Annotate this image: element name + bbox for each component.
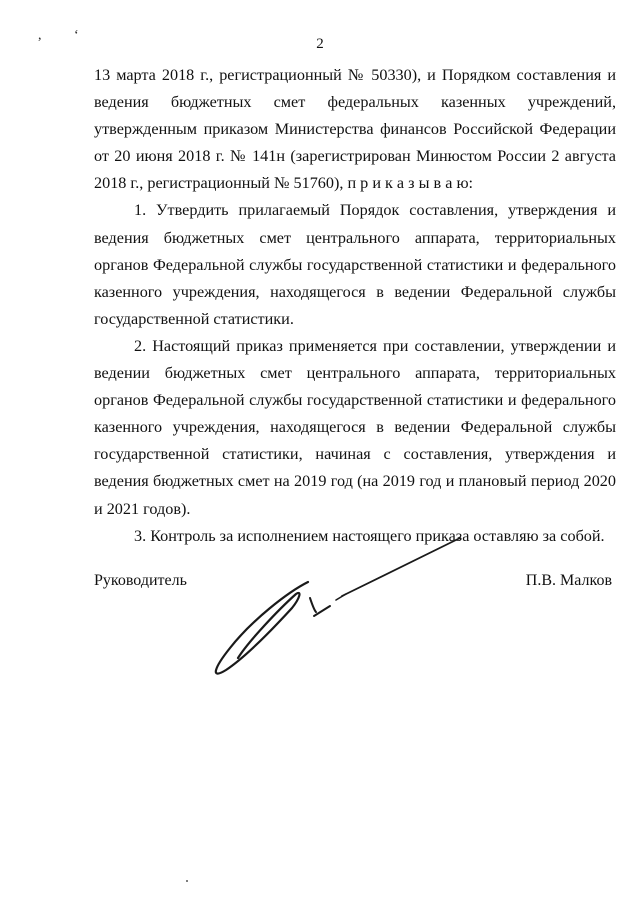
paragraph-item-3: 3. Контроль за исполнением настоящего приказа оставляю за собой.: [134, 526, 605, 545]
scan-mark-left: ,: [38, 28, 42, 43]
document-body: [94, 62, 616, 550]
paragraph-item-2: 2. Настоящий приказ применяется при составлении, утверждении и ведении бюджетных смет центрального аппарата, территориальных органов Федеральной службы государственной статистики и федерального казенного учреждения, находящегося в ведении Федеральной службы государственной статистики, начиная с составления, утверждения и ведения бюджетных смет на 2019 год (на 2019 год и плановый период 2020 и 2021 годов).: [94, 336, 616, 518]
page-number: 2: [316, 36, 324, 52]
signatory-name: П.В. Малков: [525, 572, 612, 589]
scan-speck: [186, 880, 188, 882]
signatory-role: Руководитель: [94, 572, 187, 589]
scan-mark-right: ‘: [74, 28, 79, 43]
handwritten-signature: [200, 530, 470, 685]
paragraph-preamble: 13 марта 2018 г., регистрационный № 50330), и Порядком составления и ведения бюджетных смет федеральных казенных учреждений, утвержденным приказом Министерства финансов Российской Федерации от 20 июня 2018 г. № 141н (зарегистрирован Минюстом России 2 августа 2018 г., регистрационный № 51760), п р и к а з ы в а ю:: [94, 66, 616, 193]
paragraph-item-1: 1. Утвердить прилагаемый Порядок составления, утверждения и ведения бюджетных смет центрального аппарата, территориальных органов Федеральной службы государственной статистики и федерального казенного учреждения, находящегося в ведении Федеральной службы государственной статистики.: [94, 201, 616, 328]
